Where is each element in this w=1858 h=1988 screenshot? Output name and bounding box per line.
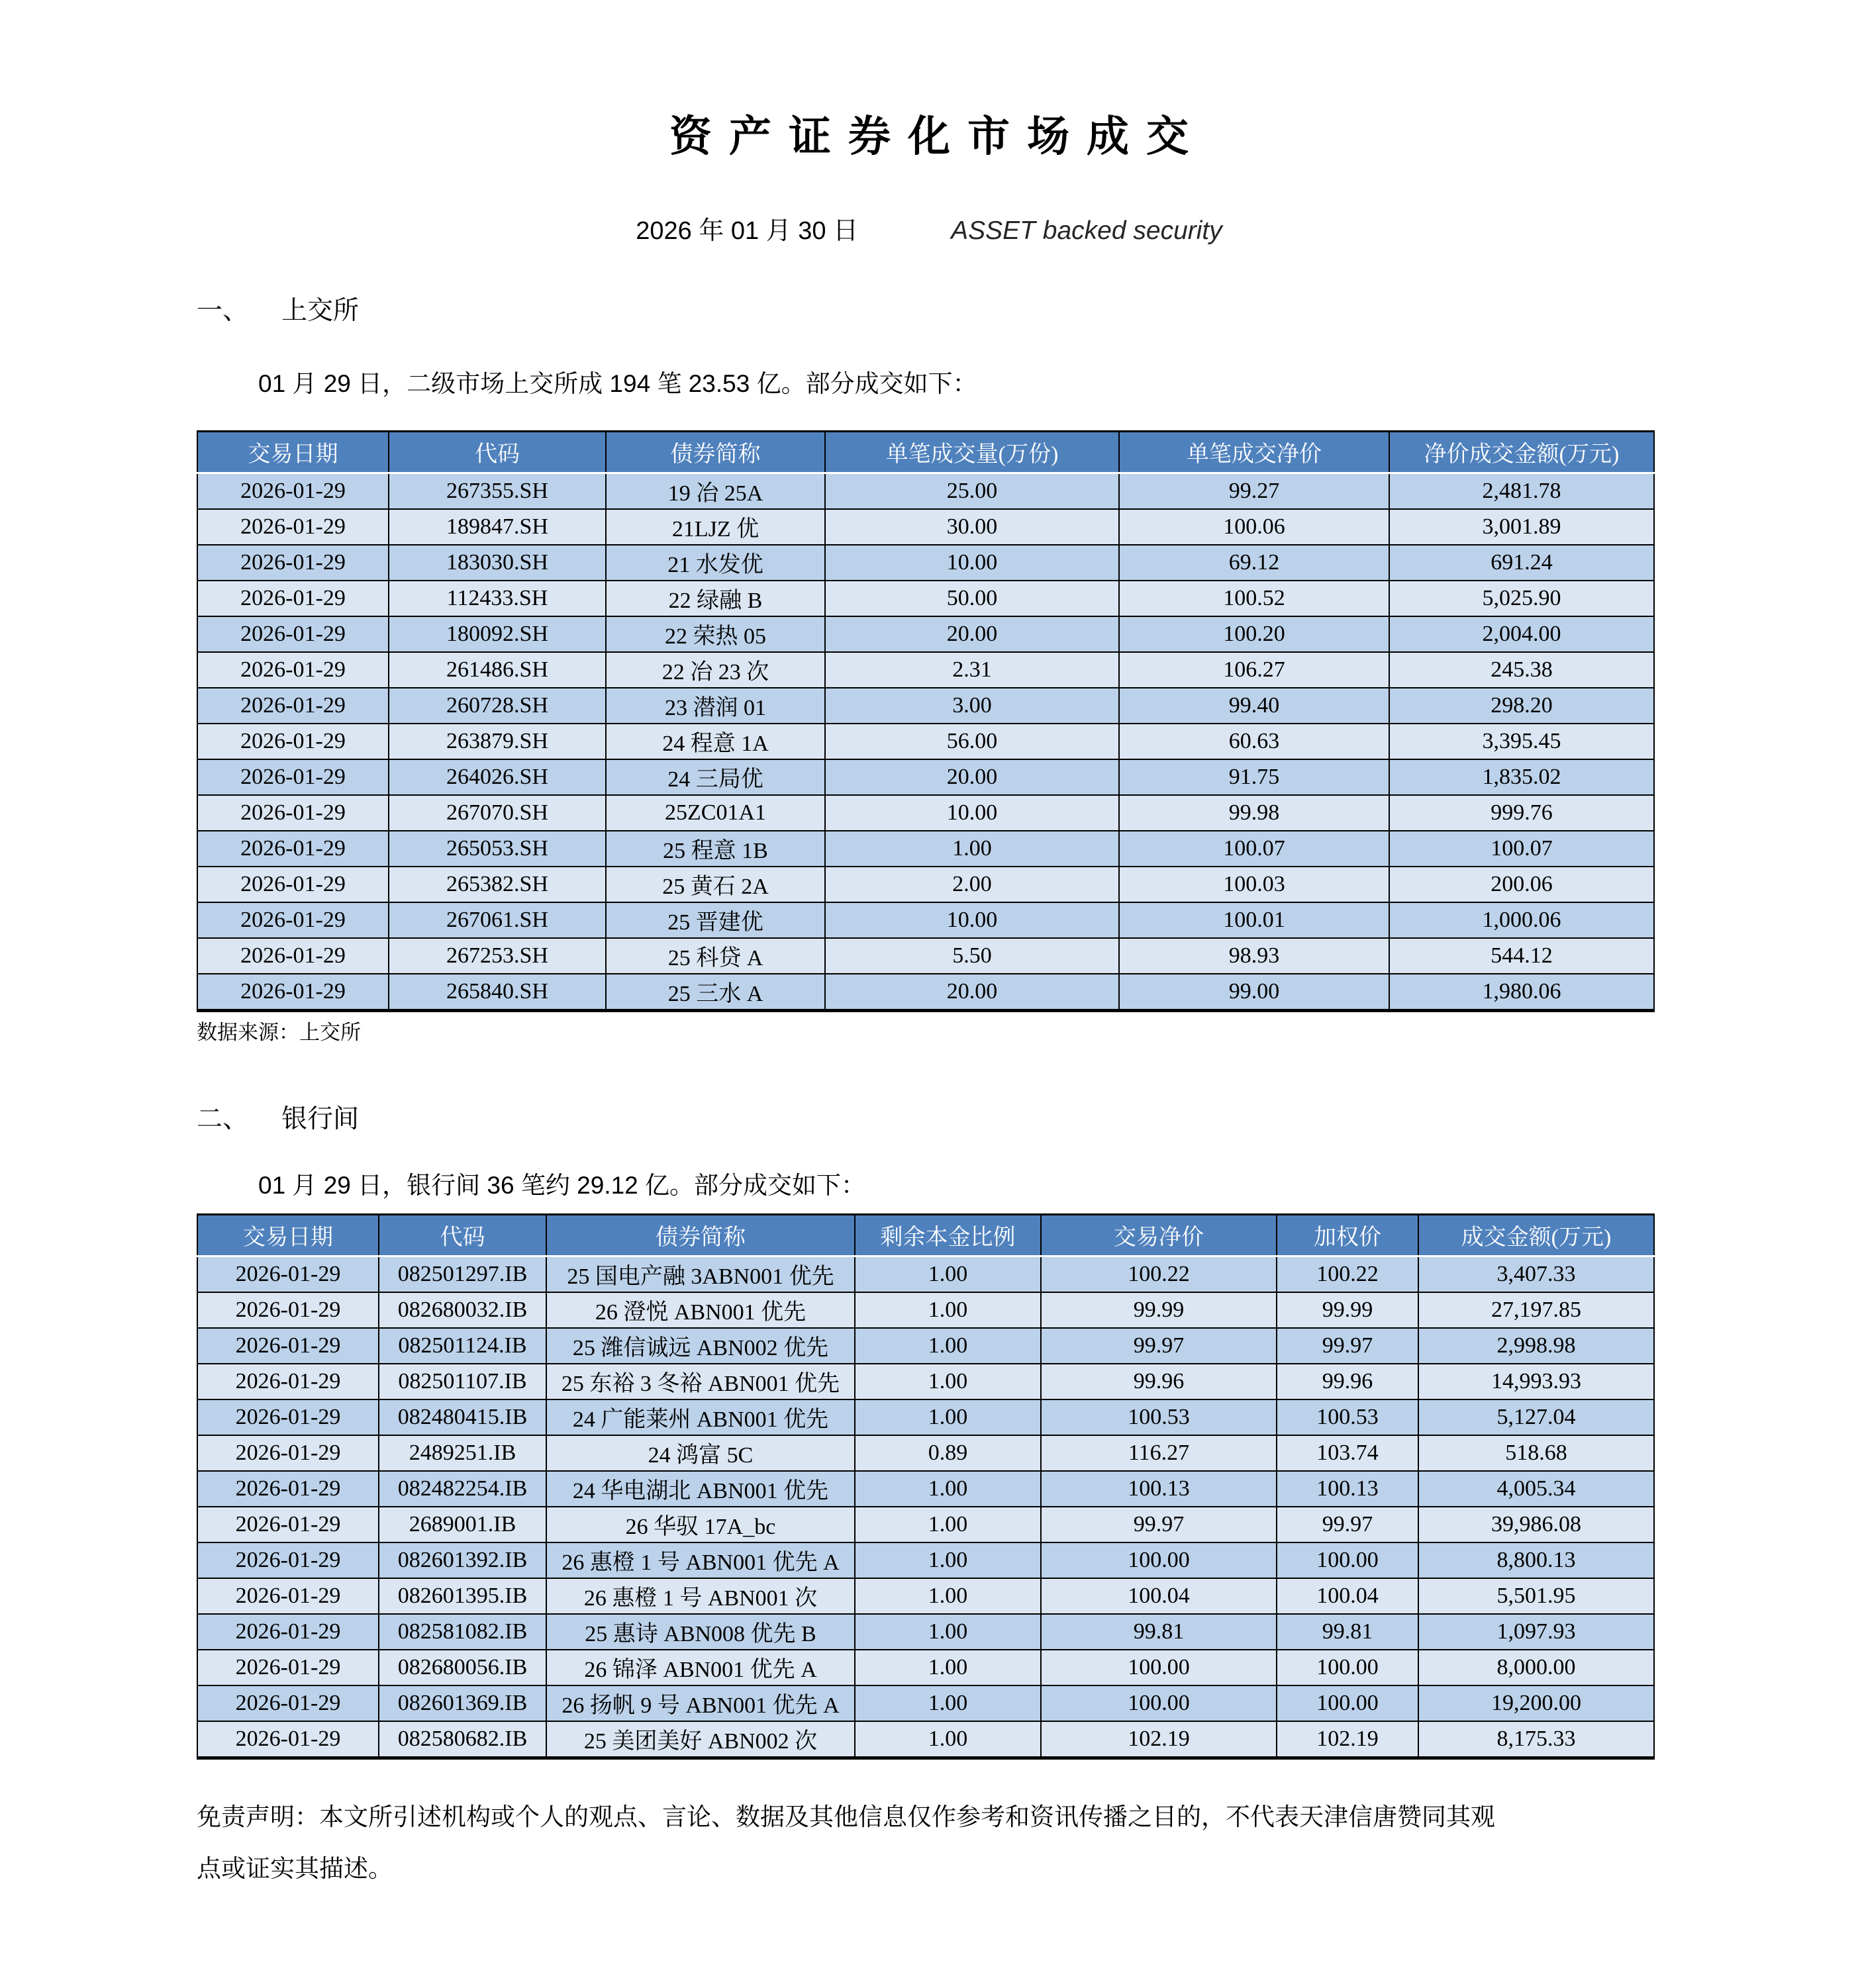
table-cell: 2026-01-29 [197, 1542, 379, 1578]
table-cell: 2026-01-29 [197, 1435, 379, 1471]
table-row [197, 688, 1654, 724]
table-cell: 100.22 [1277, 1256, 1418, 1292]
table-cell: 2026-01-29 [197, 1685, 379, 1721]
table-cell: 27,197.85 [1418, 1292, 1654, 1328]
table-cell: 69.12 [1119, 545, 1389, 581]
table-cell: 2026-01-29 [197, 473, 389, 509]
table-cell: 1,000.06 [1389, 902, 1654, 938]
table-cell: 265382.SH [389, 867, 606, 902]
table-cell: 2026-01-29 [197, 652, 389, 688]
table-cell: 24 广能莱州 ABN001 优先 [546, 1399, 855, 1435]
table-row [197, 1256, 1654, 1292]
table-cell: 5,501.95 [1418, 1578, 1654, 1614]
table-cell: 1.00 [855, 1292, 1041, 1328]
table-cell: 100.00 [1041, 1542, 1277, 1578]
table-cell: 103.74 [1277, 1435, 1418, 1471]
table-row [197, 1542, 1654, 1578]
column-header: 交易净价 [1041, 1214, 1277, 1256]
table-cell: 082501107.IB [379, 1364, 546, 1399]
table-cell: 20.00 [825, 759, 1119, 795]
table-cell: 2026-01-29 [197, 902, 389, 938]
table-row [197, 724, 1654, 759]
table-cell: 3,001.89 [1389, 509, 1654, 545]
table-cell: 2026-01-29 [197, 688, 389, 724]
table-cell: 691.24 [1389, 545, 1654, 581]
table-cell: 082680056.IB [379, 1650, 546, 1685]
sse-trades-table [197, 430, 1655, 1012]
table-cell: 082581082.IB [379, 1614, 546, 1650]
sse-table-header [197, 431, 1654, 473]
table-cell: 2026-01-29 [197, 867, 389, 902]
table-cell: 1.00 [855, 1685, 1041, 1721]
table-row [197, 795, 1654, 831]
section-number: 二、 [197, 1104, 249, 1133]
table-cell: 267253.SH [389, 938, 606, 974]
table-row [197, 1685, 1654, 1721]
column-header: 交易日期 [197, 1214, 379, 1256]
table-cell: 14,993.93 [1418, 1364, 1654, 1399]
table-cell: 25 晋建优 [606, 902, 825, 938]
table-cell: 2026-01-29 [197, 759, 389, 795]
table-cell: 20.00 [825, 616, 1119, 652]
table-cell: 0.89 [855, 1435, 1041, 1471]
table-cell: 99.98 [1119, 795, 1389, 831]
table-cell: 23 潜润 01 [606, 688, 825, 724]
table-cell: 180092.SH [389, 616, 606, 652]
table-cell: 8,175.33 [1418, 1721, 1654, 1758]
header-row [197, 1214, 1654, 1256]
table-cell: 25 潍信诚远 ABN002 优先 [546, 1328, 855, 1364]
table-cell: 200.06 [1389, 867, 1654, 902]
table-cell: 082601369.IB [379, 1685, 546, 1721]
table-cell: 2026-01-29 [197, 1364, 379, 1399]
table-cell: 98.93 [1119, 938, 1389, 974]
table-cell: 19,200.00 [1418, 1685, 1654, 1721]
table-cell: 21LJZ 优 [606, 509, 825, 545]
dateline [197, 210, 1661, 246]
table-cell: 1.00 [855, 1614, 1041, 1650]
table-row [197, 1721, 1654, 1758]
column-header: 债券简称 [546, 1214, 855, 1256]
table-cell: 2026-01-29 [197, 1471, 379, 1507]
interbank-table-body [197, 1256, 1654, 1758]
table-cell: 2026-01-29 [197, 545, 389, 581]
table-cell: 2026-01-29 [197, 1507, 379, 1542]
table-cell: 24 三局优 [606, 759, 825, 795]
table-cell: 1.00 [855, 1399, 1041, 1435]
table-cell: 99.81 [1041, 1614, 1277, 1650]
column-header: 代码 [389, 431, 606, 473]
table-cell: 100.06 [1119, 509, 1389, 545]
table-cell: 20.00 [825, 974, 1119, 1011]
table-cell: 267070.SH [389, 795, 606, 831]
table-cell: 2026-01-29 [197, 509, 389, 545]
table-cell: 1.00 [855, 1650, 1041, 1685]
table-row [197, 1328, 1654, 1364]
table-cell: 082680032.IB [379, 1292, 546, 1328]
table-cell: 2026-01-29 [197, 1399, 379, 1435]
table-cell: 2026-01-29 [197, 831, 389, 867]
table-cell: 8,800.13 [1418, 1542, 1654, 1578]
table-cell: 25 科贷 A [606, 938, 825, 974]
table-row [197, 831, 1654, 867]
table-cell: 99.00 [1119, 974, 1389, 1011]
table-cell: 1,980.06 [1389, 974, 1654, 1011]
table-cell: 189847.SH [389, 509, 606, 545]
table-cell: 082482254.IB [379, 1471, 546, 1507]
table-cell: 2,004.00 [1389, 616, 1654, 652]
table-cell: 265840.SH [389, 974, 606, 1011]
table-cell: 100.53 [1041, 1399, 1277, 1435]
table-cell: 2026-01-29 [197, 1256, 379, 1292]
report-subtitle: ASSET backed security [951, 216, 1222, 245]
table-cell: 100.13 [1041, 1471, 1277, 1507]
table-cell: 2689001.IB [379, 1507, 546, 1542]
table-cell: 1.00 [855, 1364, 1041, 1399]
sse-summary-paragraph: 01 月 29 日，二级市场上交所成 194 笔 23.53 亿。部分成交如下： [258, 369, 977, 397]
table-cell: 100.04 [1041, 1578, 1277, 1614]
table-cell: 2.31 [825, 652, 1119, 688]
table-cell: 100.22 [1041, 1256, 1277, 1292]
table-cell: 24 程意 1A [606, 724, 825, 759]
table-row [197, 581, 1654, 616]
table-cell: 100.52 [1119, 581, 1389, 616]
table-cell: 22 绿融 B [606, 581, 825, 616]
table-cell: 22 冶 23 次 [606, 652, 825, 688]
table-cell: 2026-01-29 [197, 1578, 379, 1614]
table-cell: 2026-01-29 [197, 938, 389, 974]
column-header: 成交金额(万元) [1418, 1214, 1654, 1256]
table-cell: 264026.SH [389, 759, 606, 795]
table-cell: 1.00 [855, 1328, 1041, 1364]
table-cell: 26 锦泽 ABN001 优先 A [546, 1650, 855, 1685]
section-label: 银行间 [281, 1104, 360, 1133]
table-cell: 99.97 [1041, 1328, 1277, 1364]
table-cell: 100.53 [1277, 1399, 1418, 1435]
table-cell: 082480415.IB [379, 1399, 546, 1435]
table-cell: 100.00 [1277, 1685, 1418, 1721]
table-cell: 25 国电产融 3ABN001 优先 [546, 1256, 855, 1292]
column-header: 单笔成交净价 [1119, 431, 1389, 473]
table-cell: 99.96 [1041, 1364, 1277, 1399]
table-cell: 1.00 [855, 1256, 1041, 1292]
table-cell: 100.00 [1041, 1650, 1277, 1685]
table-cell: 100.03 [1119, 867, 1389, 902]
table-cell: 263879.SH [389, 724, 606, 759]
table-cell: 1,097.93 [1418, 1614, 1654, 1650]
table-row [197, 545, 1654, 581]
table-cell: 106.27 [1119, 652, 1389, 688]
column-header: 加权价 [1277, 1214, 1418, 1256]
table-cell: 100.00 [1041, 1685, 1277, 1721]
table-cell: 999.76 [1389, 795, 1654, 831]
table-cell: 99.97 [1041, 1507, 1277, 1542]
table-cell: 2026-01-29 [197, 1721, 379, 1758]
table-cell: 99.27 [1119, 473, 1389, 509]
table-row [197, 1650, 1654, 1685]
column-header: 交易日期 [197, 431, 389, 473]
table-cell: 2026-01-29 [197, 724, 389, 759]
table-cell: 1,835.02 [1389, 759, 1654, 795]
table-cell: 082601392.IB [379, 1542, 546, 1578]
table-cell: 2026-01-29 [197, 581, 389, 616]
table-cell: 25 东裕 3 冬裕 ABN001 优先 [546, 1364, 855, 1399]
table-cell: 100.07 [1389, 831, 1654, 867]
table-row [197, 473, 1654, 509]
table-cell: 100.13 [1277, 1471, 1418, 1507]
table-cell: 2026-01-29 [197, 616, 389, 652]
section-label: 上交所 [281, 296, 360, 325]
table-cell: 25 三水 A [606, 974, 825, 1011]
interbank-trades-table [197, 1213, 1655, 1760]
table-cell: 50.00 [825, 581, 1119, 616]
table-cell: 100.04 [1277, 1578, 1418, 1614]
table-row [197, 509, 1654, 545]
table-cell: 56.00 [825, 724, 1119, 759]
table-cell: 3.00 [825, 688, 1119, 724]
table-cell: 2026-01-29 [197, 1650, 379, 1685]
table-cell: 99.97 [1277, 1328, 1418, 1364]
header-row [197, 431, 1654, 473]
disclaimer-line-1: 免责声明：本文所引述机构或个人的观点、言论、数据及其他信息仅作参考和资讯传播之目的，不代表天津信唐赞同其观 [197, 1803, 1495, 1830]
table-cell: 25 惠诗 ABN008 优先 B [546, 1614, 855, 1650]
sse-table-body [197, 473, 1654, 1010]
table-cell: 245.38 [1389, 652, 1654, 688]
table-cell: 2.00 [825, 867, 1119, 902]
table-cell: 26 扬帆 9 号 ABN001 优先 A [546, 1685, 855, 1721]
section-number: 一、 [197, 296, 249, 325]
table-cell: 100.20 [1119, 616, 1389, 652]
table-cell: 19 冶 25A [606, 473, 825, 509]
table-cell: 39,986.08 [1418, 1507, 1654, 1542]
table-cell: 26 惠橙 1 号 ABN001 优先 A [546, 1542, 855, 1578]
table-cell: 3,395.45 [1389, 724, 1654, 759]
table-cell: 1.00 [855, 1507, 1041, 1542]
table-cell: 10.00 [825, 902, 1119, 938]
table-cell: 99.99 [1041, 1292, 1277, 1328]
table-cell: 5,127.04 [1418, 1399, 1654, 1435]
table-cell: 2026-01-29 [197, 1614, 379, 1650]
table-cell: 10.00 [825, 795, 1119, 831]
table-cell: 99.40 [1119, 688, 1389, 724]
table-cell: 24 鸿富 5C [546, 1435, 855, 1471]
table-cell: 22 荣热 05 [606, 616, 825, 652]
table-cell: 1.00 [825, 831, 1119, 867]
table-row [197, 1471, 1654, 1507]
table-cell: 2026-01-29 [197, 1292, 379, 1328]
table-cell: 2026-01-29 [197, 795, 389, 831]
table-cell: 082580682.IB [379, 1721, 546, 1758]
table-cell: 082501297.IB [379, 1256, 546, 1292]
table-cell: 100.01 [1119, 902, 1389, 938]
table-cell: 1.00 [855, 1471, 1041, 1507]
table-cell: 082601395.IB [379, 1578, 546, 1614]
table-cell: 544.12 [1389, 938, 1654, 974]
table-row [197, 867, 1654, 902]
table-row [197, 1435, 1654, 1471]
table-cell: 100.00 [1277, 1650, 1418, 1685]
table-row [197, 652, 1654, 688]
table-cell: 298.20 [1389, 688, 1654, 724]
table-cell: 99.96 [1277, 1364, 1418, 1399]
table-cell: 91.75 [1119, 759, 1389, 795]
table-cell: 518.68 [1418, 1435, 1654, 1471]
table-cell: 2489251.IB [379, 1435, 546, 1471]
data-source-note: 数据来源：上交所 [197, 1020, 361, 1044]
table-cell: 5.50 [825, 938, 1119, 974]
table-cell: 2026-01-29 [197, 974, 389, 1011]
column-header: 债券简称 [606, 431, 825, 473]
section-heading-interbank [197, 1104, 1661, 1135]
table-cell: 8,000.00 [1418, 1650, 1654, 1685]
page-title: 资产证券化市场成交 [669, 113, 1206, 160]
table-cell: 2,998.98 [1418, 1328, 1654, 1364]
table-row [197, 1399, 1654, 1435]
table-row [197, 938, 1654, 974]
table-cell: 26 华驭 17A_bc [546, 1507, 855, 1542]
table-cell: 4,005.34 [1418, 1471, 1654, 1507]
table-cell: 25 程意 1B [606, 831, 825, 867]
table-row [197, 1292, 1654, 1328]
table-cell: 2,481.78 [1389, 473, 1654, 509]
table-cell: 261486.SH [389, 652, 606, 688]
table-cell: 5,025.90 [1389, 581, 1654, 616]
table-row [197, 1578, 1654, 1614]
table-cell: 265053.SH [389, 831, 606, 867]
table-cell: 25ZC01A1 [606, 795, 825, 831]
table-cell: 25 黄石 2A [606, 867, 825, 902]
table-cell: 082501124.IB [379, 1328, 546, 1364]
table-row [197, 1364, 1654, 1399]
table-cell: 99.99 [1277, 1292, 1418, 1328]
table-cell: 100.07 [1119, 831, 1389, 867]
report-date: 2026 年 01 月 30 日 [636, 216, 859, 245]
table-cell: 116.27 [1041, 1435, 1277, 1471]
table-cell: 99.81 [1277, 1614, 1418, 1650]
disclaimer-line-2: 点或证实其描述。 [197, 1854, 393, 1882]
table-row [197, 902, 1654, 938]
table-cell: 1.00 [855, 1721, 1041, 1758]
table-cell: 267355.SH [389, 473, 606, 509]
table-cell: 21 水发优 [606, 545, 825, 581]
table-cell: 2026-01-29 [197, 1328, 379, 1364]
table-cell: 183030.SH [389, 545, 606, 581]
table-cell: 24 华电湖北 ABN001 优先 [546, 1471, 855, 1507]
interbank-table-header [197, 1214, 1654, 1256]
column-header: 代码 [379, 1214, 546, 1256]
table-row [197, 974, 1654, 1011]
table-cell: 112433.SH [389, 581, 606, 616]
table-cell: 102.19 [1277, 1721, 1418, 1758]
column-header: 剩余本金比例 [855, 1214, 1041, 1256]
table-cell: 30.00 [825, 509, 1119, 545]
section-heading-sse [197, 295, 1661, 327]
column-header: 净价成交金额(万元) [1389, 431, 1654, 473]
table-cell: 1.00 [855, 1578, 1041, 1614]
table-cell: 25 美团美好 ABN002 次 [546, 1721, 855, 1758]
table-row [197, 1507, 1654, 1542]
table-cell: 3,407.33 [1418, 1256, 1654, 1292]
table-cell: 260728.SH [389, 688, 606, 724]
interbank-summary-paragraph: 01 月 29 日，银行间 36 笔约 29.12 亿。部分成交如下： [258, 1171, 866, 1199]
table-cell: 1.00 [855, 1542, 1041, 1578]
column-header: 单笔成交量(万份) [825, 431, 1119, 473]
table-cell: 267061.SH [389, 902, 606, 938]
disclaimer [197, 1791, 1661, 1895]
table-cell: 60.63 [1119, 724, 1389, 759]
table-cell: 100.00 [1277, 1542, 1418, 1578]
table-row [197, 759, 1654, 795]
table-row [197, 1614, 1654, 1650]
table-cell: 25.00 [825, 473, 1119, 509]
table-row [197, 616, 1654, 652]
table-cell: 10.00 [825, 545, 1119, 581]
table-cell: 102.19 [1041, 1721, 1277, 1758]
table-cell: 26 澄悦 ABN001 优先 [546, 1292, 855, 1328]
table-cell: 99.97 [1277, 1507, 1418, 1542]
table-cell: 26 惠橙 1 号 ABN001 次 [546, 1578, 855, 1614]
